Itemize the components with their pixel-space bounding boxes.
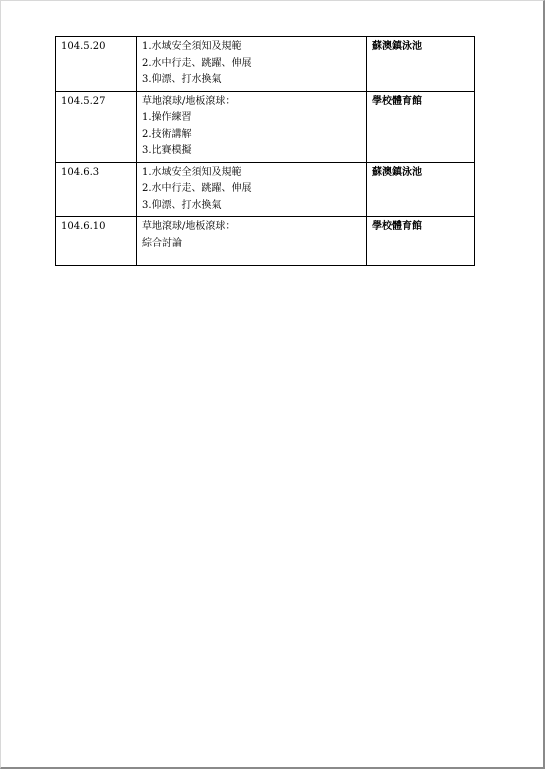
- content-line: 1.水域安全須知及規範: [142, 41, 242, 52]
- place-cell: 學校體育館: [367, 217, 475, 266]
- date-cell: 104.6.3: [56, 162, 137, 217]
- content-cell: [137, 91, 367, 162]
- table-row: [56, 162, 475, 217]
- content-cell: [137, 217, 367, 266]
- table-row: [56, 91, 475, 162]
- place-cell: 蘇澳鎮泳池: [367, 37, 475, 92]
- table-row: [56, 217, 475, 266]
- content-line: 3.比賽模擬: [142, 145, 192, 156]
- content-line: 3.仰漂、打水換氣: [142, 199, 222, 211]
- content-line: 綜合討論: [142, 237, 182, 249]
- date-cell: 104.5.20: [56, 37, 137, 92]
- date-cell: 104.5.27: [56, 91, 137, 162]
- date-cell: 104.6.10: [56, 217, 137, 266]
- table-row: [56, 37, 475, 92]
- schedule-table: [55, 36, 475, 266]
- content-line: 2.水中行走、跳躍、伸展: [142, 57, 252, 69]
- content-line: 3.仰漂、打水換氣: [142, 74, 222, 85]
- content-cell: [137, 162, 367, 217]
- content-line: 1.水域安全須知及規範: [142, 166, 242, 178]
- content-cell: [137, 37, 367, 92]
- content-line: 2.技術講解: [142, 128, 192, 140]
- content-line: 草地滾球/地板滾球：: [142, 95, 236, 107]
- place-cell: 蘇澳鎮泳池: [367, 162, 475, 217]
- content-line: 2.水中行走、跳躍、伸展: [142, 183, 252, 194]
- place-cell: 學校體育館: [367, 91, 475, 162]
- content-line: 1.操作練習: [142, 112, 192, 123]
- content-line: 草地滾球/地板滾球：: [142, 221, 236, 232]
